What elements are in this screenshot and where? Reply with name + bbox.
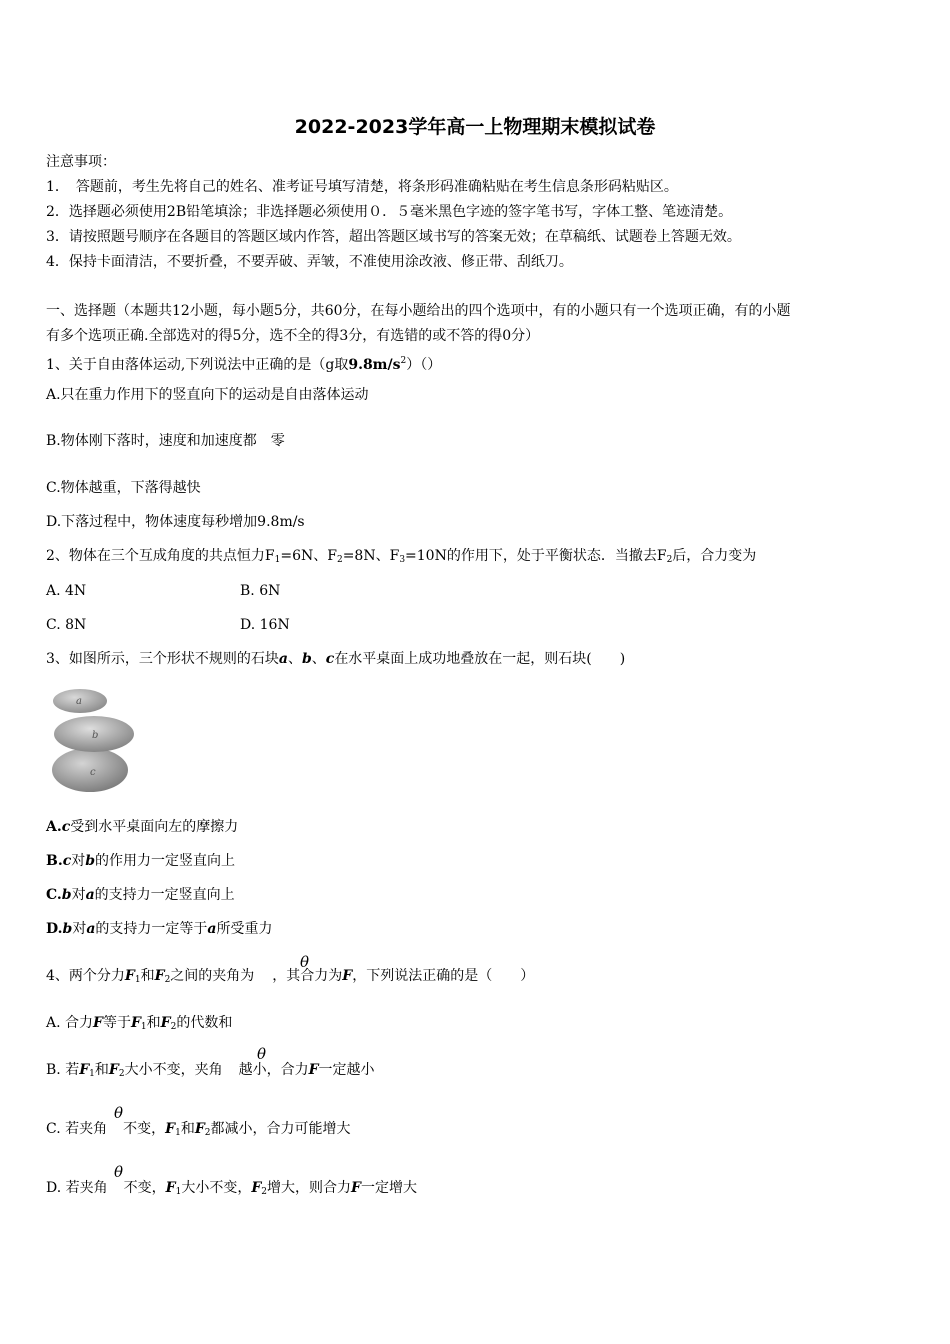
- question-3-stem: 3、如图所示，三个形状不规则的石块a、b、c在水平桌面上成功地叠放在一起，则石块( ): [46, 651, 626, 667]
- question-2-option-b: B. 6N: [240, 583, 281, 599]
- question-3-option-d: D.b对a的支持力一定等于a所受重力: [46, 921, 273, 937]
- question-2-option-d: D. 16N: [240, 617, 290, 633]
- question-2-option-c: C. 8N: [46, 617, 87, 633]
- question-4-option-d: D. 若夹角 不变，$F_1$大小不变，$F_2$增大，则合力F一定增大: [46, 1180, 417, 1197]
- question-1-option-b: B.物体刚下落时，速度和加速度都 零: [46, 433, 285, 449]
- stone-b-label: b: [92, 730, 99, 741]
- section-heading-line-2: 有多个选项正确.全部选对的得5分，选不全的得3分，有选错的或不答的得0分）: [46, 328, 540, 344]
- question-3-option-c: C.b对a的支持力一定竖直向上: [46, 887, 235, 903]
- question-1-stem: 1、关于自由落体运动,下列说法中正确的是（g取$9.8m/s^2)()$: [46, 356, 442, 373]
- question-2-option-a: A. 4N: [46, 583, 87, 599]
- question-3-option-b: B.c对b的作用力一定竖直向上: [46, 853, 236, 869]
- notice-item-3: 3．请按照题号顺序在各题目的答题区域内作答，超出答题区域书写的答案无效；在草稿纸、试题卷上答题无效。: [46, 229, 741, 245]
- question-4-stem: 4、两个分力$F_1$和$F_2$之间的夹角为 ，其合力为F，下列说法正确的是（ ）: [46, 968, 535, 985]
- notice-heading: 注意事项：: [46, 154, 116, 170]
- question-2-stem: 2、物体在三个互成角度的共点恒力$F_1=6N$、$F_2=8N$、$F_3=10N$的作用下，处于平衡状态．当撤去$F_2$后，合力变为: [46, 548, 757, 565]
- stacked-stones-figure: [46, 684, 138, 796]
- theta-symbol: θ: [300, 953, 310, 971]
- theta-symbol: θ: [114, 1163, 124, 1181]
- section-heading-line-1: 一、选择题（本题共12小题，每小题5分，共60分，在每小题给出的四个选项中，有的小题只有一个选项正确，有的小题: [46, 303, 791, 319]
- page-title: 2022-2023学年高一上物理期末模拟试卷: [294, 116, 656, 138]
- stone-a-label: a: [76, 696, 82, 707]
- notice-item-2: 2．选择题必须使用2B铅笔填涂；非选择题必须使用０．５毫米黑色字迹的签字笔书写，字体工整、笔迹清楚。: [46, 204, 733, 220]
- question-3-option-a: A.c受到水平桌面向左的摩擦力: [46, 819, 239, 835]
- notice-item-1: 1． 答题前，考生先将自己的姓名、准考证号填写清楚，将条形码准确粘贴在考生信息条形码粘贴区。: [46, 179, 678, 195]
- question-4-option-a: A. 合力F等于$F_1$和$F_2$的代数和: [46, 1015, 233, 1032]
- question-1-option-c: C.物体越重，下落得越快: [46, 480, 201, 496]
- question-1-option-a: A.只在重力作用下的竖直向下的运动是自由落体运动: [46, 387, 369, 403]
- question-4-option-b: B. 若$F_1$和$F_2$大小不变，夹角 越小，合力F一定越小: [46, 1062, 375, 1079]
- theta-symbol: θ: [114, 1104, 124, 1122]
- question-1-option-d: D.下落过程中，物体速度每秒增加9.8m/s: [46, 514, 305, 530]
- notice-item-4: 4．保持卡面清洁，不要折叠，不要弄破、弄皱，不准使用涂改液、修正带、刮纸刀。: [46, 254, 573, 270]
- stone-c-label: c: [90, 767, 96, 778]
- question-4-option-c: C. 若夹角 不变，$F_1$和$F_2$都减小，合力可能增大: [46, 1121, 351, 1138]
- theta-symbol: θ: [257, 1045, 267, 1063]
